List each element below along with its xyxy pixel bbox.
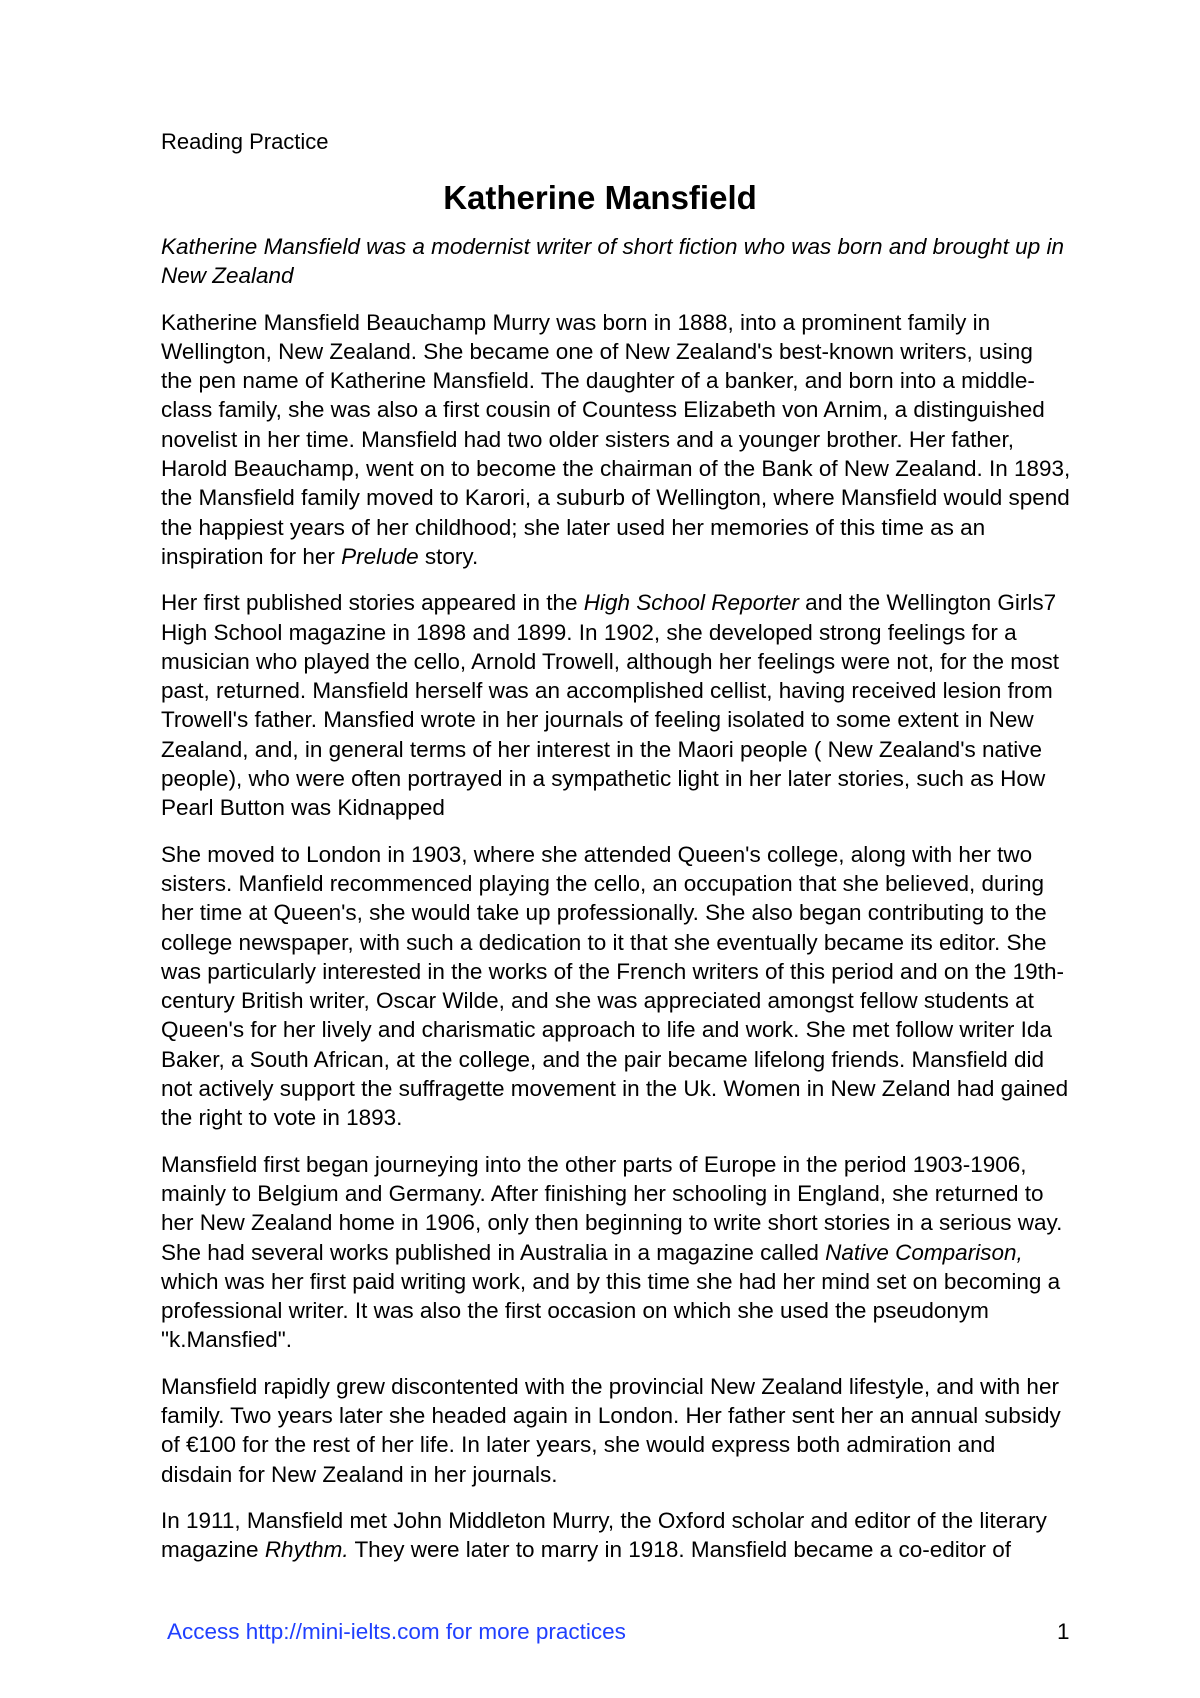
paragraph-line: Wellington, New Zealand. She became one of New Zealand's best-known writers, using xyxy=(161,338,1033,364)
paragraph-line: Trowell's father. Mansfied wrote in her journals of feeling isolated to some extent in New xyxy=(161,707,1034,733)
paragraph-line: the pen name of Katherine Mansfield. The daughter of a banker, and born into a middle- xyxy=(161,368,1035,394)
header-label: Reading Practice xyxy=(161,129,329,154)
paragraph-line: musician who played the cello, Arnold Trowell, although her feelings were not, for the most xyxy=(161,648,1059,674)
page-number: 1 xyxy=(1057,1619,1070,1644)
paragraph-line: Harold Beauchamp, went on to become the chairman of the Bank of New Zealand. In 1893, xyxy=(161,456,1071,482)
paragraph-line: college newspaper, with such a dedication to it that she eventually became its editor. She xyxy=(161,929,1047,955)
paragraph-4 xyxy=(161,1150,1151,1355)
line-text: inspiration for her xyxy=(161,543,342,569)
paragraph-2 xyxy=(161,588,1151,822)
line-text: and the Wellington Girls7 xyxy=(798,590,1057,616)
paragraph-line: people), who were often portrayed in a sympathetic light in her later stories, such as How xyxy=(161,766,1046,792)
paragraph-line: mainly to Belgium and Germany. After finishing her schooling in England, she returned to xyxy=(161,1180,1044,1206)
paragraph-line: In 1911, Mansfield met John Middleton Murry, the Oxford scholar and editor of the literary xyxy=(161,1507,1047,1533)
paragraph-line: her time at Queen's, she would take up professionally. She also began contributing to the xyxy=(161,900,1047,926)
page-footer xyxy=(0,1617,1200,1651)
paragraph-line: was particularly interested in the works of the French writers of this period and on the 19th- xyxy=(161,958,1064,984)
paragraph-line: family. Two years later she headed again in London. Her father sent her an annual subsidy xyxy=(161,1402,1061,1428)
paragraph-line: disdain for New Zealand in her journals. xyxy=(161,1461,558,1487)
paragraph-line: High School magazine in 1898 and 1899. In 1902, she developed strong feelings for a xyxy=(161,619,1017,645)
work-title: Rhythm. xyxy=(264,1537,349,1563)
paragraph-line: past, returned. Mansfield herself was an accomplished cellist, having received lesion from xyxy=(161,678,1053,704)
paragraph-line: of €100 for the rest of her life. In later years, she would express both admiration and xyxy=(161,1432,996,1458)
line-text: story. xyxy=(418,543,479,569)
paragraph-6 xyxy=(161,1506,1151,1565)
paragraph-5 xyxy=(161,1372,1151,1489)
paragraph-line: Queen's for her lively and charismatic approach to life and work. She met follow writer Ida xyxy=(161,1017,1052,1043)
paragraph-line: sisters. Manfield recommenced playing the cello, an occupation that she believed, during xyxy=(161,870,1045,896)
line-text: She had several works published in Australia in a magazine called xyxy=(161,1239,826,1265)
paragraph-line: the right to vote in 1893. xyxy=(161,1105,403,1131)
work-title: High School Reporter xyxy=(583,590,799,616)
paragraph-line: Zealand, and, in general terms of her interest in the Maori people ( New Zealand's native xyxy=(161,736,1043,762)
page-title: Katherine Mansfield xyxy=(443,179,757,216)
paragraph-line: class family, she was also a first cousin of Countess Elizabeth von Arnim, a distinguished xyxy=(161,397,1045,423)
footer-link[interactable]: Access http://mini-ielts.com for more practices xyxy=(167,1619,626,1644)
work-title: Native Comparison, xyxy=(825,1239,1023,1265)
paragraph-3 xyxy=(161,840,1151,1133)
paragraph-line: her New Zealand home in 1906, only then beginning to write short stories in a serious way. xyxy=(161,1210,1063,1236)
paragraph-line: century British writer, Oscar Wilde, and she was appreciated amongst fellow students at xyxy=(161,988,1034,1014)
paragraph-line: the happiest years of her childhood; she later used her memories of this time as an xyxy=(161,514,986,540)
work-title: Prelude xyxy=(341,543,419,569)
paragraph-1 xyxy=(161,308,1151,572)
paragraph-line xyxy=(161,542,1151,571)
article-body xyxy=(161,232,1151,1581)
paragraph-line: She moved to London in 1903, where she attended Queen's college, along with her two xyxy=(161,841,1033,867)
line-text: Her first published stories appeared in the xyxy=(161,590,584,616)
paragraph-line: which was her first paid writing work, and by this time she had her mind set on becoming a xyxy=(161,1268,1061,1294)
subtitle-line: New Zealand xyxy=(161,263,294,289)
paragraph-line xyxy=(161,1238,1151,1267)
paragraph-line: novelist in her time. Mansfield had two older sisters and a younger brother. Her father, xyxy=(161,426,1014,452)
paragraph-line: "k.Mansfied". xyxy=(161,1327,293,1353)
line-text: They were later to marry in 1918. Mansfield became a co-editor of xyxy=(348,1537,1011,1563)
paragraph-line: Mansfield rapidly grew discontented with the provincial New Zealand lifestyle, and with her xyxy=(161,1373,1059,1399)
paragraph-line: Pearl Button was Kidnapped xyxy=(161,795,445,821)
line-text: magazine xyxy=(161,1537,265,1563)
paragraph-line xyxy=(161,1535,1151,1564)
paragraph-line xyxy=(161,588,1151,617)
subtitle xyxy=(161,232,1151,291)
subtitle-line: Katherine Mansfield was a modernist writer of short fiction who was born and brought up in xyxy=(161,234,1064,259)
paragraph-line: Baker, a South African, at the college, and the pair became lifelong friends. Mansfield did xyxy=(161,1046,1045,1072)
paragraph-line: Mansfield first began journeying into the other parts of Europe in the period 1903-1906, xyxy=(161,1151,1027,1177)
paragraph-line: not actively support the suffragette movement in the Uk. Women in New Zeland had gained xyxy=(161,1076,1069,1102)
paragraph-line: professional writer. It was also the first occasion on which she used the pseudonym xyxy=(161,1298,989,1324)
paragraph-line: the Mansfield family moved to Karori, a suburb of Wellington, where Mansfield would spend xyxy=(161,485,1070,511)
paragraph-line: Katherine Mansfield Beauchamp Murry was born in 1888, into a prominent family in xyxy=(161,309,991,335)
